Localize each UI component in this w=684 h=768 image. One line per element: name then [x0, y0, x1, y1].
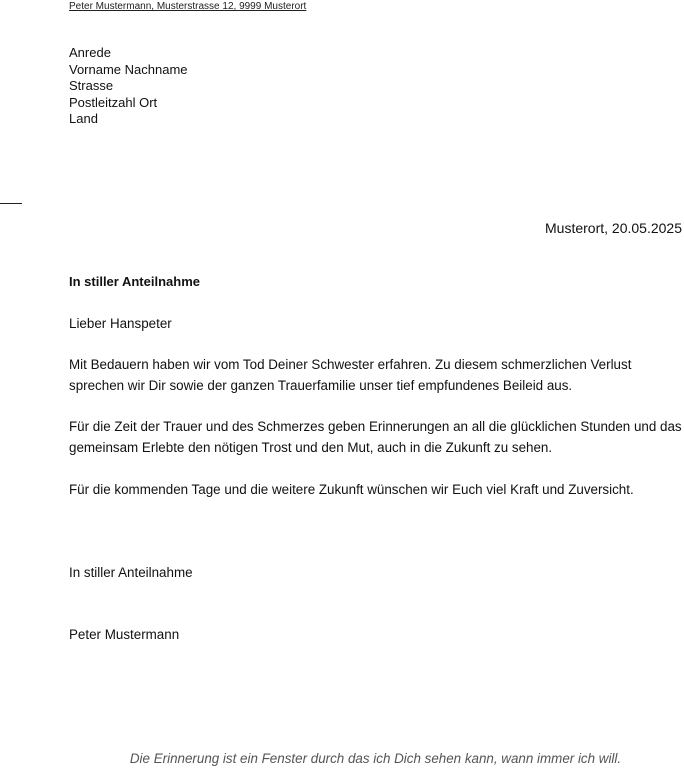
recipient-address-block — [69, 45, 188, 128]
place-and-date: Musterort, 20.05.2025 — [545, 220, 682, 236]
letter-salutation: Lieber Hanspeter — [69, 316, 172, 331]
letter-paragraph-1 — [69, 355, 631, 396]
paragraph-line: Mit Bedauern haben wir vom Tod Deiner Schwester erfahren. Zu diesem schmerzlichen Verlust — [69, 357, 632, 372]
letter-paragraph-2 — [69, 417, 682, 458]
recipient-salutation-line: Anrede — [69, 45, 111, 60]
recipient-name-line: Vorname Nachname — [69, 61, 188, 77]
paragraph-line: gemeinsam Erlebte den nötigen Trost und den Mut, auch in die Zukunft zu sehen. — [69, 439, 553, 455]
paragraph-line: sprechen wir Dir sowie der ganzen Trauerfamilie unser tief empfundenes Beileid aus. — [69, 377, 573, 393]
recipient-street-line: Strasse — [69, 78, 114, 93]
recipient-country-line: Land — [69, 111, 98, 126]
recipient-postal-city-line: Postleitzahl Ort — [69, 94, 158, 110]
footer-quote: Die Erinnerung ist ein Fenster durch das ich Dich sehen kann, wann immer ich will. — [129, 751, 622, 766]
paragraph-line: Für die kommenden Tage und die weitere Zukunft wünschen wir Euch viel Kraft und Zuversicht. — [69, 482, 634, 497]
paragraph-line: Für die Zeit der Trauer und des Schmerzes geben Erinnerungen an all die glücklichen Stunden und das — [69, 419, 682, 434]
letter-signature: Peter Mustermann — [69, 627, 180, 642]
letter-subject: In stiller Anteilnahme — [69, 274, 200, 289]
letter-paragraph-3 — [69, 480, 634, 501]
letter-closing: In stiller Anteilnahme — [69, 565, 193, 580]
sender-return-address: Peter Mustermann, Musterstrasse 12, 9999 Musterort — [69, 1, 307, 12]
fold-mark — [0, 203, 22, 204]
